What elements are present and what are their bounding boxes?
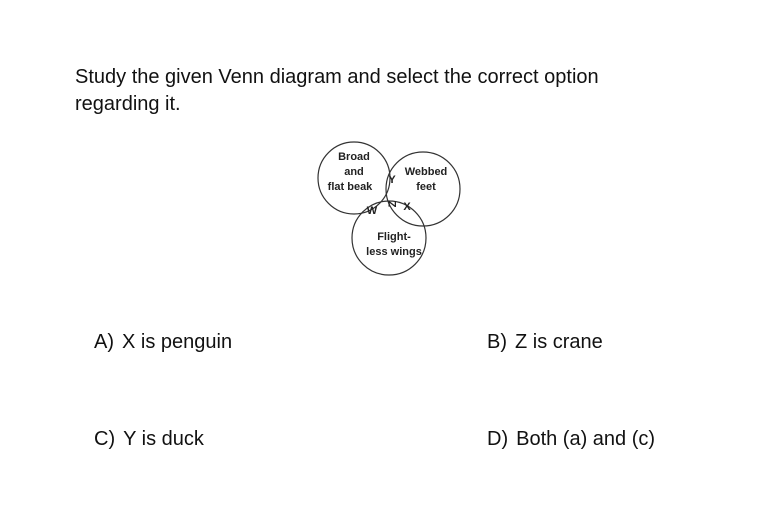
- option-a-text: X is penguin: [122, 331, 233, 353]
- option-b-letter: B): [487, 331, 507, 353]
- label-broad: Broad: [338, 151, 370, 163]
- region-w-label: W: [366, 205, 378, 217]
- venn-diagram: [314, 140, 464, 280]
- question-line-2: regarding it.: [75, 93, 181, 115]
- option-d-text: Both (a) and (c): [516, 428, 656, 450]
- label-flight: Flight-: [377, 231, 411, 243]
- region-y-label: Y: [388, 174, 396, 186]
- option-a-letter: A): [94, 331, 114, 353]
- question-line-1: Study the given Venn diagram and select the correct option: [75, 66, 599, 88]
- label-feet: feet: [416, 181, 436, 193]
- question-text: [75, 64, 715, 118]
- option-b-text: Z is crane: [515, 331, 603, 353]
- region-x-label: X: [403, 201, 411, 213]
- option-d-letter: D): [487, 428, 509, 450]
- option-b[interactable]: [487, 330, 603, 354]
- venn-diagram-svg: [314, 140, 464, 280]
- label-less-wings: less wings: [366, 246, 422, 258]
- label-flat-beak: flat beak: [327, 181, 373, 193]
- option-a[interactable]: [94, 330, 232, 354]
- option-c-letter: C): [94, 428, 116, 450]
- region-z-label: Z: [387, 200, 399, 208]
- label-webbed: Webbed: [404, 166, 448, 178]
- option-c[interactable]: [94, 427, 204, 451]
- label-and: and: [344, 166, 364, 178]
- option-c-text: Y is duck: [123, 428, 204, 450]
- option-d[interactable]: [487, 427, 655, 451]
